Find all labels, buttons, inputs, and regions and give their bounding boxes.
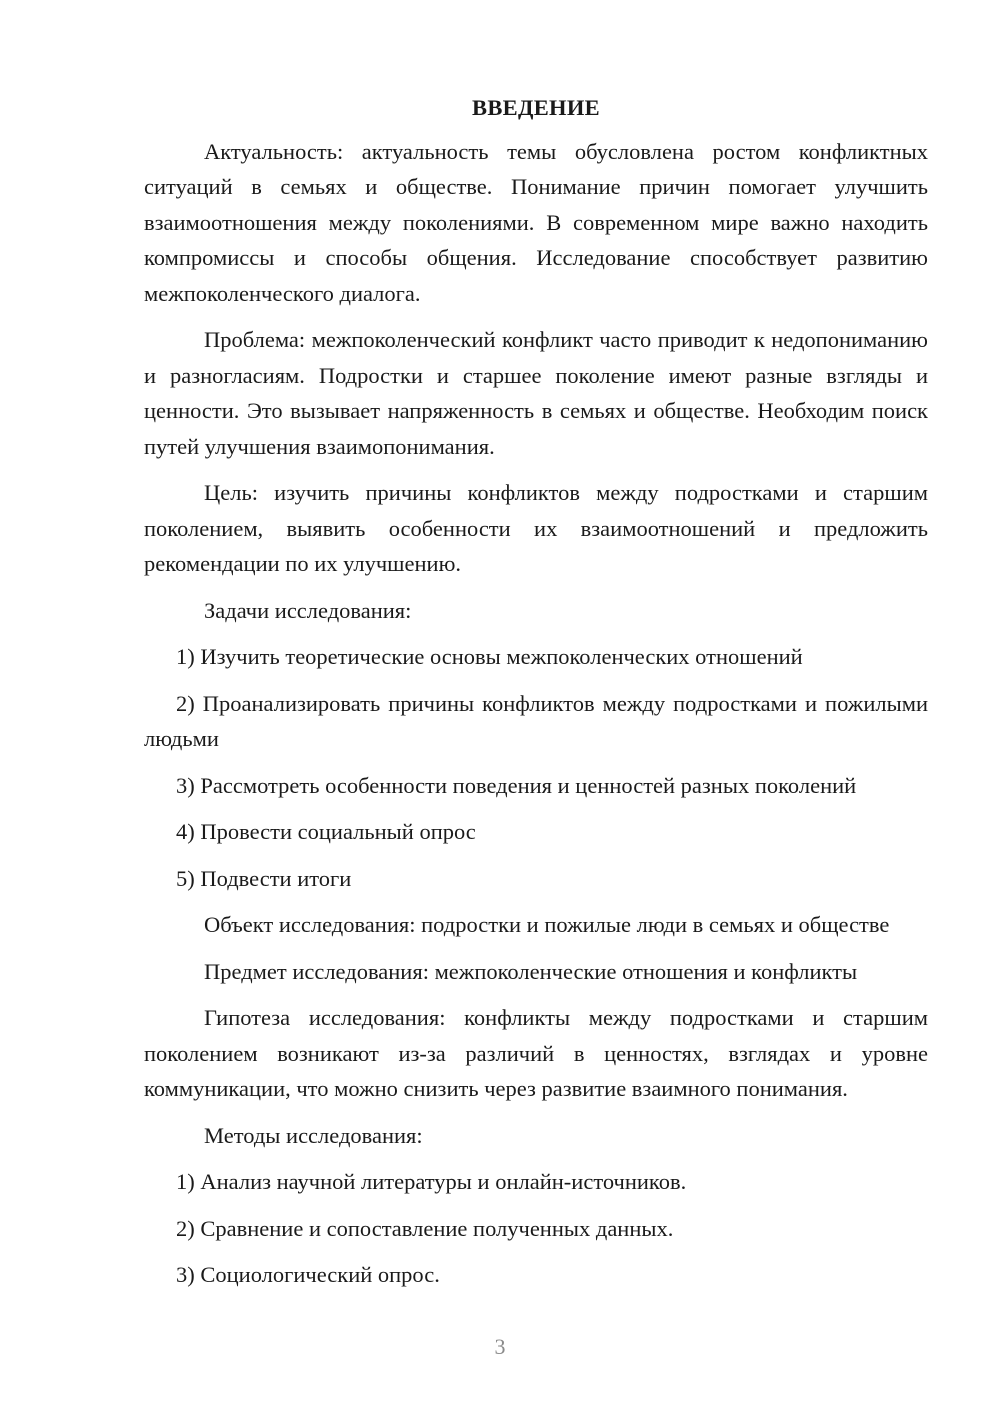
subject-paragraph: Предмет исследования: межпоколенческие отношения и конфликты [204,958,858,984]
goal-paragraph: Цель: изучить причины конфликтов между подростками и старшим поколением, выявить особенности их взаимоотношений и предложить рекомендации по их улучшению. [144,480,928,576]
hypothesis-paragraph: Гипотеза исследования: конфликты между подростками и старшим поколением возникают из-за различий в ценностях, взглядах и уровне коммуникации, что можно снизить через развитие взаимного понимания. [144,1005,928,1101]
page-number: 3 [494,1334,506,1359]
task-item: 3) Рассмотреть особенности поведения и ценностей разных поколений [176,772,857,798]
method-item: 1) Анализ научной литературы и онлайн-источников. [176,1169,687,1194]
object-paragraph: Объект исследования: подростки и пожилые люди в семьях и обществе [204,912,890,937]
page-title: ВВЕДЕНИЕ [472,95,600,120]
task-item: 4) Провести социальный опрос [176,819,476,844]
method-item: 2) Сравнение и сопоставление полученных данных. [176,1215,674,1241]
document-page [144,90,928,1304]
methods-list [144,1164,928,1293]
task-item: 1) Изучить теоретические основы межпоколенческих отношений [176,644,803,669]
problem-paragraph: Проблема: межпоколенческий конфликт часто приводит к недопониманию и разногласиям. Подростки и старшее поколение имеют разные взгляды и ценности. Это вызывает напряженность в семьях и обществе. Необходим поиск путей улучшения взаимопонимания. [144,327,928,459]
task-item: 2) Проанализировать причины конфликтов между подростками и пожилыми людьми [144,690,928,751]
relevance-paragraph: Актуальность: актуальность темы обусловлена ростом конфликтных ситуаций в семьях и обществе. Понимание причин помогает улучшить взаимоотношения между поколениями. В современном мире важно находить компромиссы и способы общения. Исследование способствует развитию межпоколенческого диалога. [144,138,928,306]
methods-heading: Методы исследования: [204,1122,423,1148]
method-item: 3) Социологический опрос. [176,1262,440,1287]
tasks-list [144,639,928,896]
task-item: 5) Подвести итоги [176,865,352,891]
tasks-heading: Задачи исследования: [204,597,412,623]
